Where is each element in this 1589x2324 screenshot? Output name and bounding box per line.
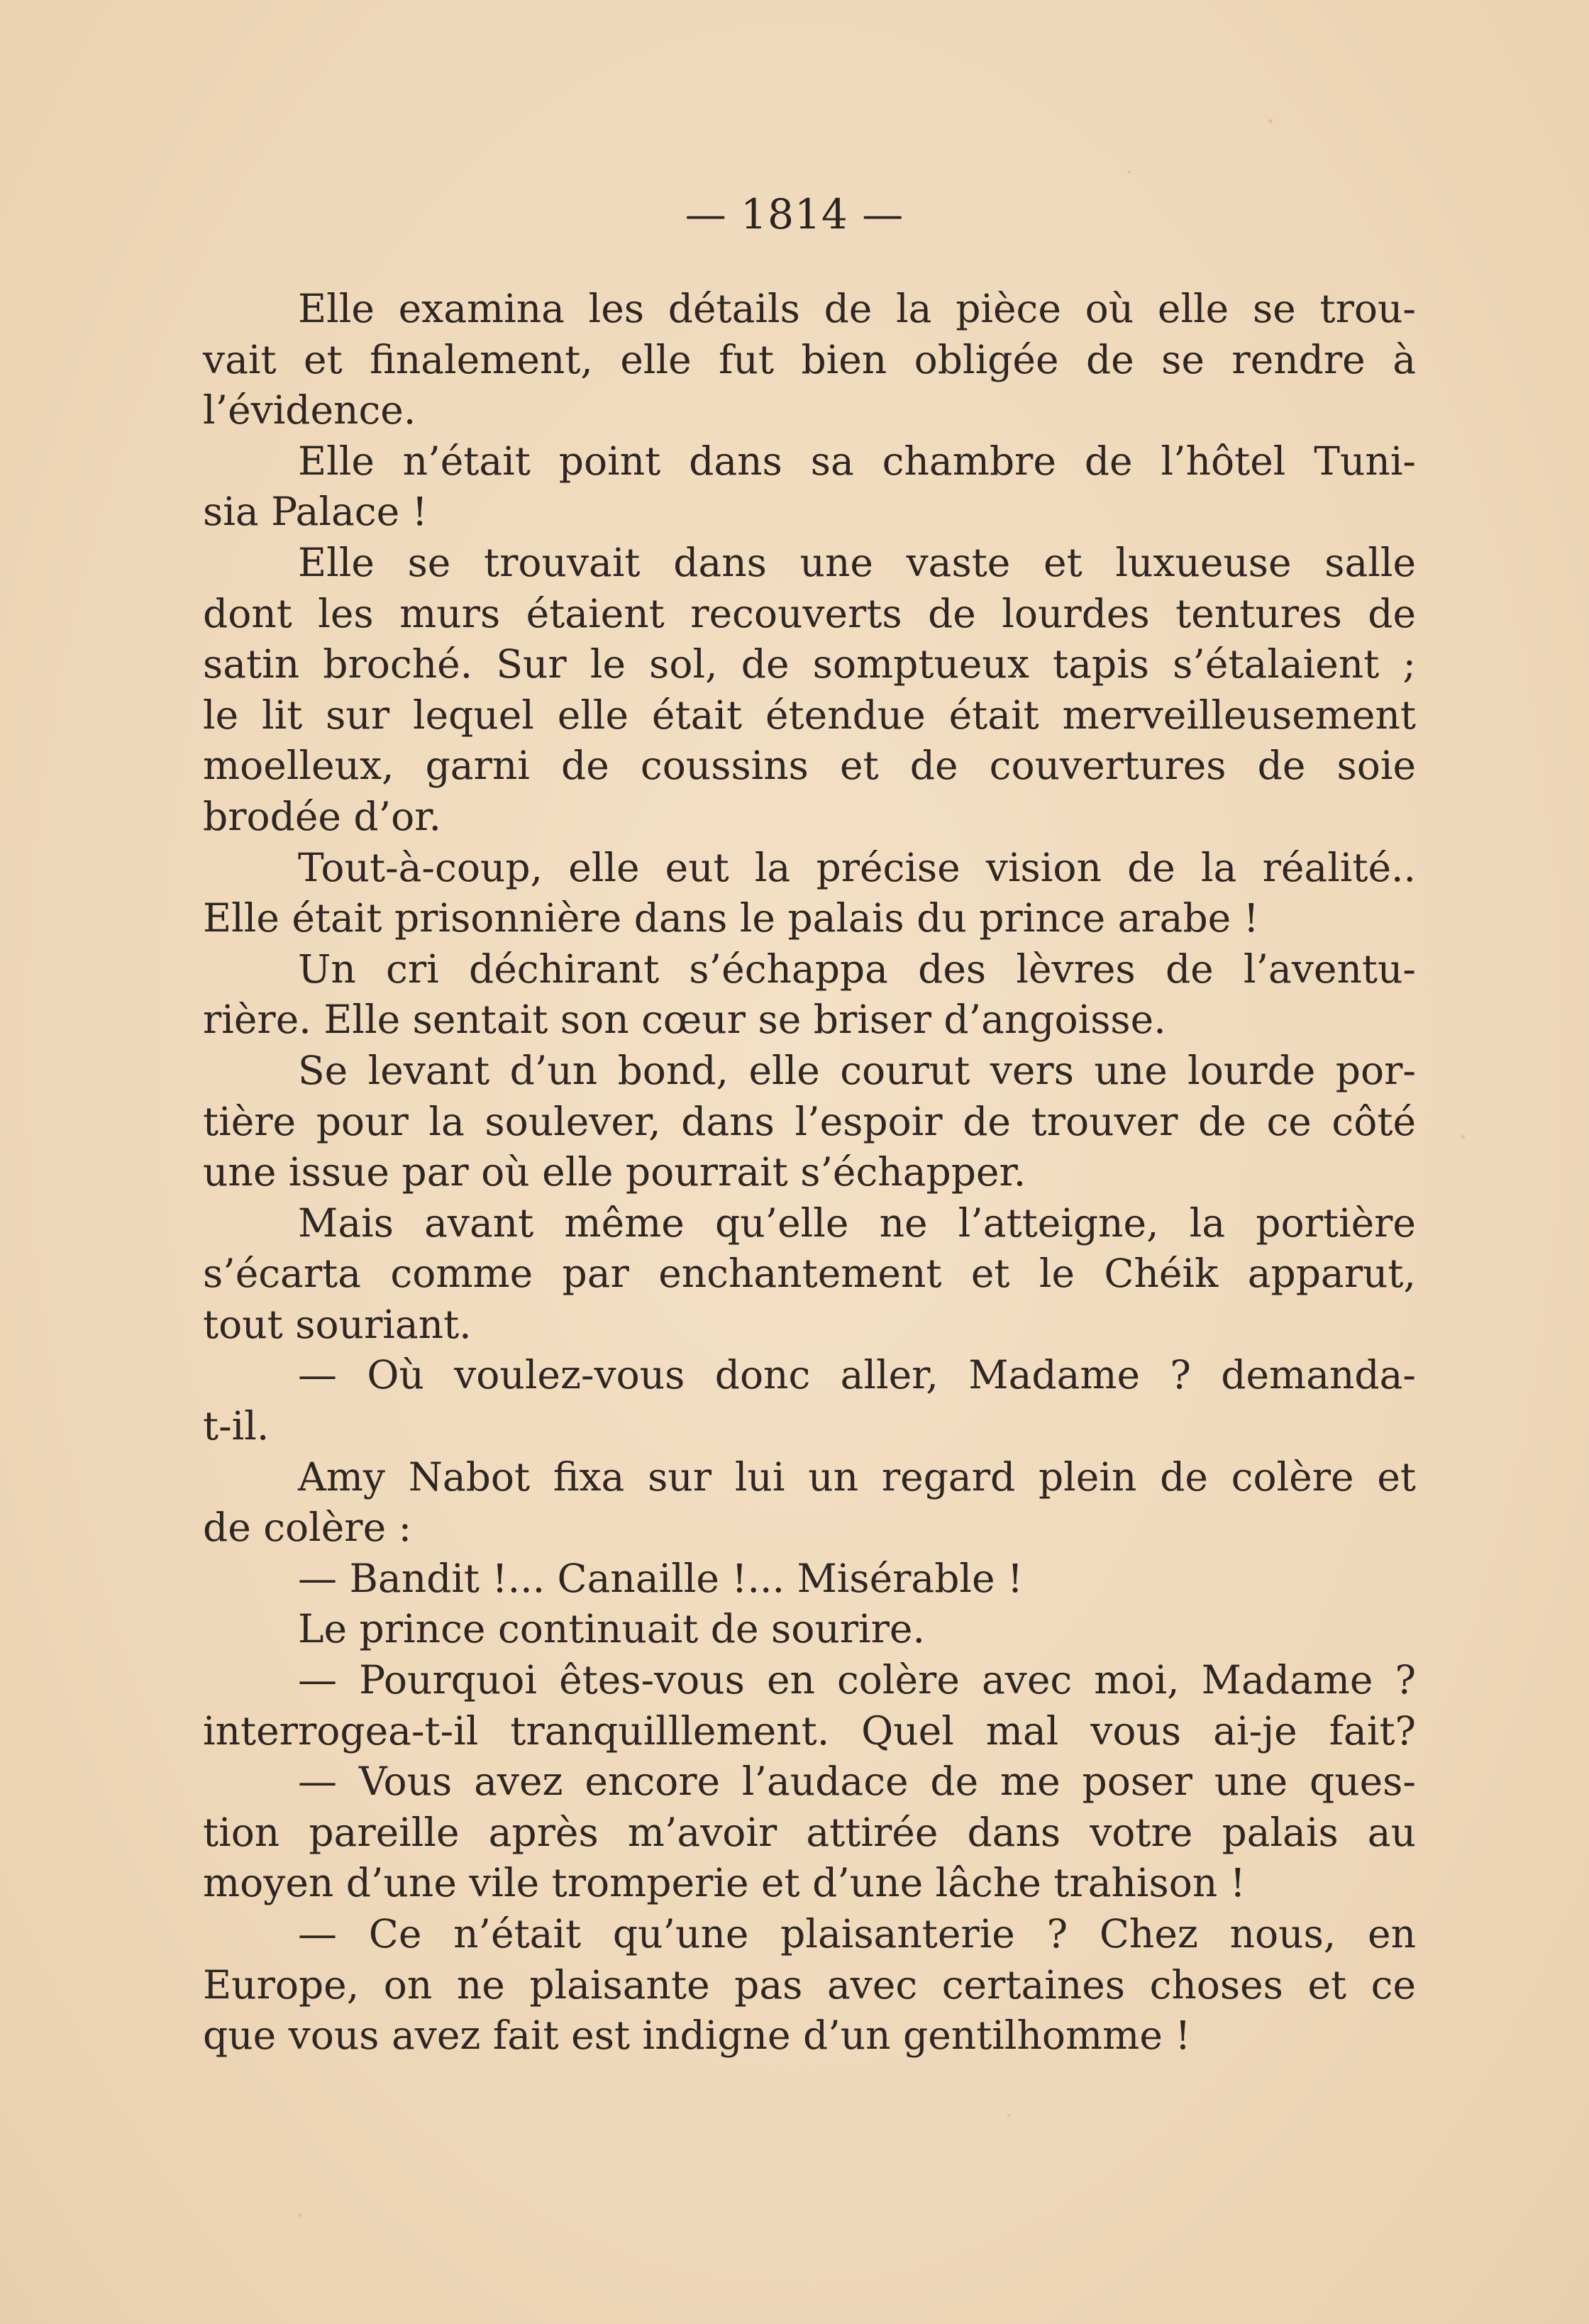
text-line: brodée d’or. [203, 793, 441, 839]
text-line: que vous avez fait est indigne d’un gentilhomme ! [203, 2013, 1191, 2059]
text-line: moelleux, garni de coussins et de couvertures de soie [203, 743, 1416, 789]
text-line: t-il. [203, 1403, 270, 1449]
text-line: le lit sur lequel elle était étendue était merveilleusement [203, 692, 1416, 738]
paper-speck [1461, 1135, 1465, 1139]
text-line: de colère : [203, 1505, 412, 1551]
text-line: Europe, on ne plaisante pas avec certaines choses et ce [203, 1961, 1416, 2008]
text-line: Tout-à-coup, elle eut la précise vision de la réalité.. [298, 844, 1416, 890]
text-line: Le prince continuait de sourire. [298, 1606, 925, 1652]
paper-speck [1268, 119, 1273, 123]
text-line: sia Palace ! [203, 489, 428, 535]
text-line: Amy Nabot fixa sur lui un regard plein de colère et [298, 1454, 1416, 1500]
text-line: Elle était prisonnière dans le palais du prince arabe ! [203, 895, 1259, 941]
text-line: — Où voulez-vous donc aller, Madame ? demanda- [298, 1352, 1416, 1398]
text-line: l’évidence. [203, 387, 416, 433]
text-line: rière. Elle sentait son cœur se briser d’angoisse. [203, 997, 1166, 1043]
text-line: tout souriant. [203, 1301, 472, 1347]
text-line: interrogea-t-il tranquilllement. Quel mal vous ai-je fait? [203, 1708, 1416, 1754]
paper-speck [1007, 2114, 1010, 2117]
text-line: — Ce n’était qu’une plaisanterie ? Chez nous, en [298, 1911, 1416, 1957]
paper-speck [1128, 170, 1131, 173]
text-line: — Bandit !... Canaille !... Misérable ! [298, 1555, 1024, 1601]
text-line: une issue par où elle pourrait s’échapper. [203, 1149, 1026, 1195]
text-line: Se levant d’un bond, elle courut vers une lourde por- [298, 1047, 1416, 1093]
text-line: tion pareille après m’avoir attirée dans votre palais au [203, 1809, 1416, 1855]
text-line: satin broché. Sur le sol, de somptueux tapis s’étalaient ; [203, 641, 1416, 687]
text-line: Mais avant même qu’elle ne l’atteigne, la portière [298, 1200, 1416, 1246]
text-line: Elle examina les détails de la pièce où elle se trou- [298, 286, 1416, 331]
text-line: vait et finalement, elle fut bien obligée de se rendre à [203, 336, 1416, 382]
paper-speck [298, 2213, 301, 2217]
text-line: s’écarta comme par enchantement et le Chéik apparut, [203, 1251, 1416, 1297]
body-text [203, 284, 1416, 2062]
text-line: dont les murs étaient recouverts de lourdes tentures de [203, 590, 1416, 636]
text-line: — Vous avez encore l’audace de me poser une ques- [298, 1759, 1416, 1805]
text-line: Un cri déchirant s’échappa des lèvres de l’aventu- [298, 946, 1416, 992]
text-line: tière pour la soulever, dans l’espoir de trouver de ce côté [203, 1098, 1416, 1144]
text-line: moyen d’une vile tromperie et d’une lâche trahison ! [203, 1860, 1246, 1906]
page-number: — 1814 — [685, 190, 904, 238]
text-line: Elle n’était point dans sa chambre de l’hôtel Tuni- [298, 438, 1416, 484]
text-line: Elle se trouvait dans une vaste et luxueuse salle [298, 539, 1416, 585]
text-line: — Pourquoi êtes-vous en colère avec moi, Madame ? [298, 1657, 1416, 1703]
